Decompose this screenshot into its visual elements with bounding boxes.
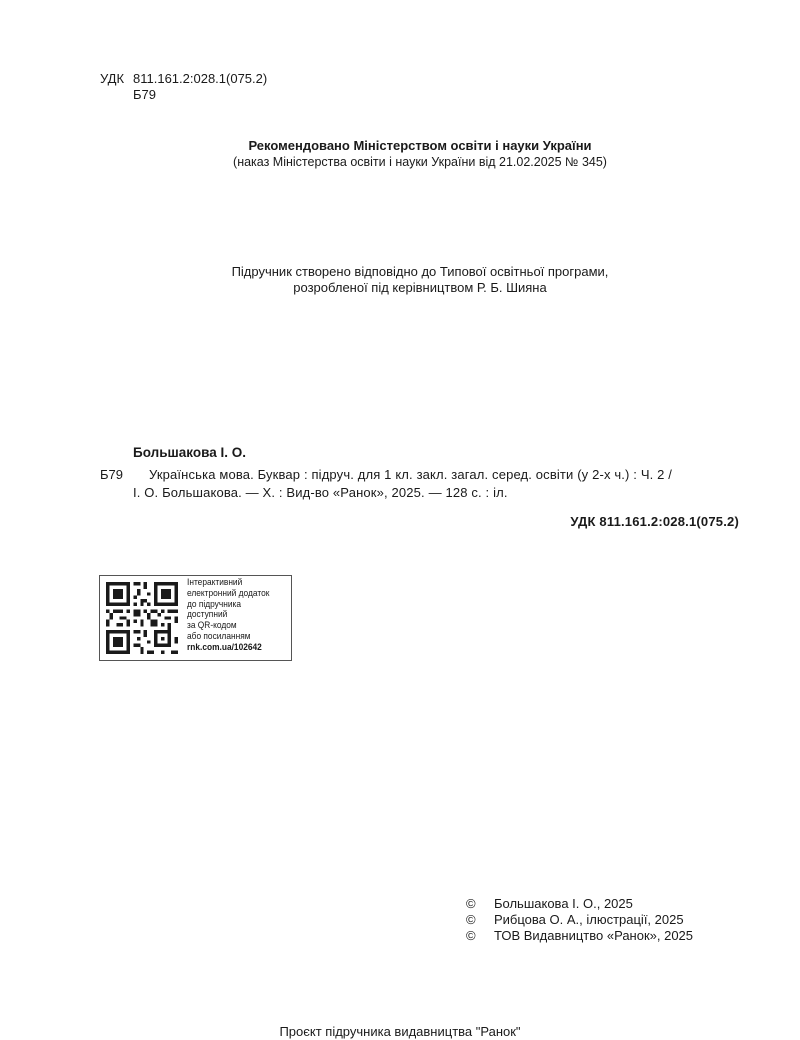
qr-line: Інтерактивний bbox=[187, 577, 243, 588]
program-note-line2: розробленої під керівництвом Р. Б. Шияна bbox=[293, 280, 547, 295]
program-note-line1: Підручник створено відповідно до Типової освітньої програми, bbox=[231, 264, 609, 279]
qr-line: доступний bbox=[187, 609, 228, 621]
qr-url-link[interactable]: rnk.com.ua/102642 bbox=[187, 641, 262, 653]
author-sign: Б79 bbox=[133, 87, 156, 102]
qr-description bbox=[187, 578, 269, 654]
copyright-icon: © bbox=[466, 928, 476, 943]
qr-block bbox=[99, 575, 292, 661]
qr-line: за QR-кодом bbox=[187, 620, 237, 632]
bibliography-line1: Українська мова. Буквар : підруч. для 1 кл. закл. загал. серед. освіти (у 2-х ч.) : Ч. 2 / bbox=[149, 467, 673, 482]
udc-code: 811.161.2:028.1(075.2) bbox=[133, 71, 268, 86]
copyright-text: Рибцова О. А., ілюстрації, 2025 bbox=[494, 912, 684, 927]
qr-code-icon[interactable] bbox=[106, 582, 178, 654]
bibliography-author: Большакова І. О. bbox=[133, 445, 246, 460]
program-note bbox=[0, 264, 800, 296]
copyright-icon: © bbox=[466, 896, 476, 911]
copyright-item bbox=[466, 912, 693, 928]
bibliography-udc: УДК 811.161.2:028.1(075.2) bbox=[570, 514, 739, 529]
qr-line: до підручника bbox=[187, 598, 241, 610]
copyright-item bbox=[466, 896, 693, 912]
recommendation-order: (наказ Міністерства освіти і науки України від 21.02.2025 № 345) bbox=[233, 155, 607, 169]
copyright-text: Большакова І. О., 2025 bbox=[494, 896, 633, 911]
recommendation-block bbox=[0, 138, 800, 170]
project-footer: Проєкт підручника видавництва "Ранок" bbox=[279, 1024, 521, 1039]
recommendation-title: Рекомендовано Міністерством освіти і науки України bbox=[248, 138, 592, 153]
copyright-list bbox=[466, 896, 693, 944]
udc-label: УДК bbox=[100, 71, 125, 86]
copyright-item bbox=[466, 928, 693, 944]
bibliography-sign: Б79 bbox=[100, 467, 123, 482]
qr-line: або посиланням bbox=[187, 630, 251, 642]
copyright-text: ТОВ Видавництво «Ранок», 2025 bbox=[494, 928, 694, 943]
bibliography-line2: І. О. Большакова. — Х. : Вид-во «Ранок», 2025. — 128 с. : іл. bbox=[133, 485, 508, 500]
copyright-icon: © bbox=[466, 912, 476, 927]
qr-line: електронний додаток bbox=[187, 587, 270, 599]
